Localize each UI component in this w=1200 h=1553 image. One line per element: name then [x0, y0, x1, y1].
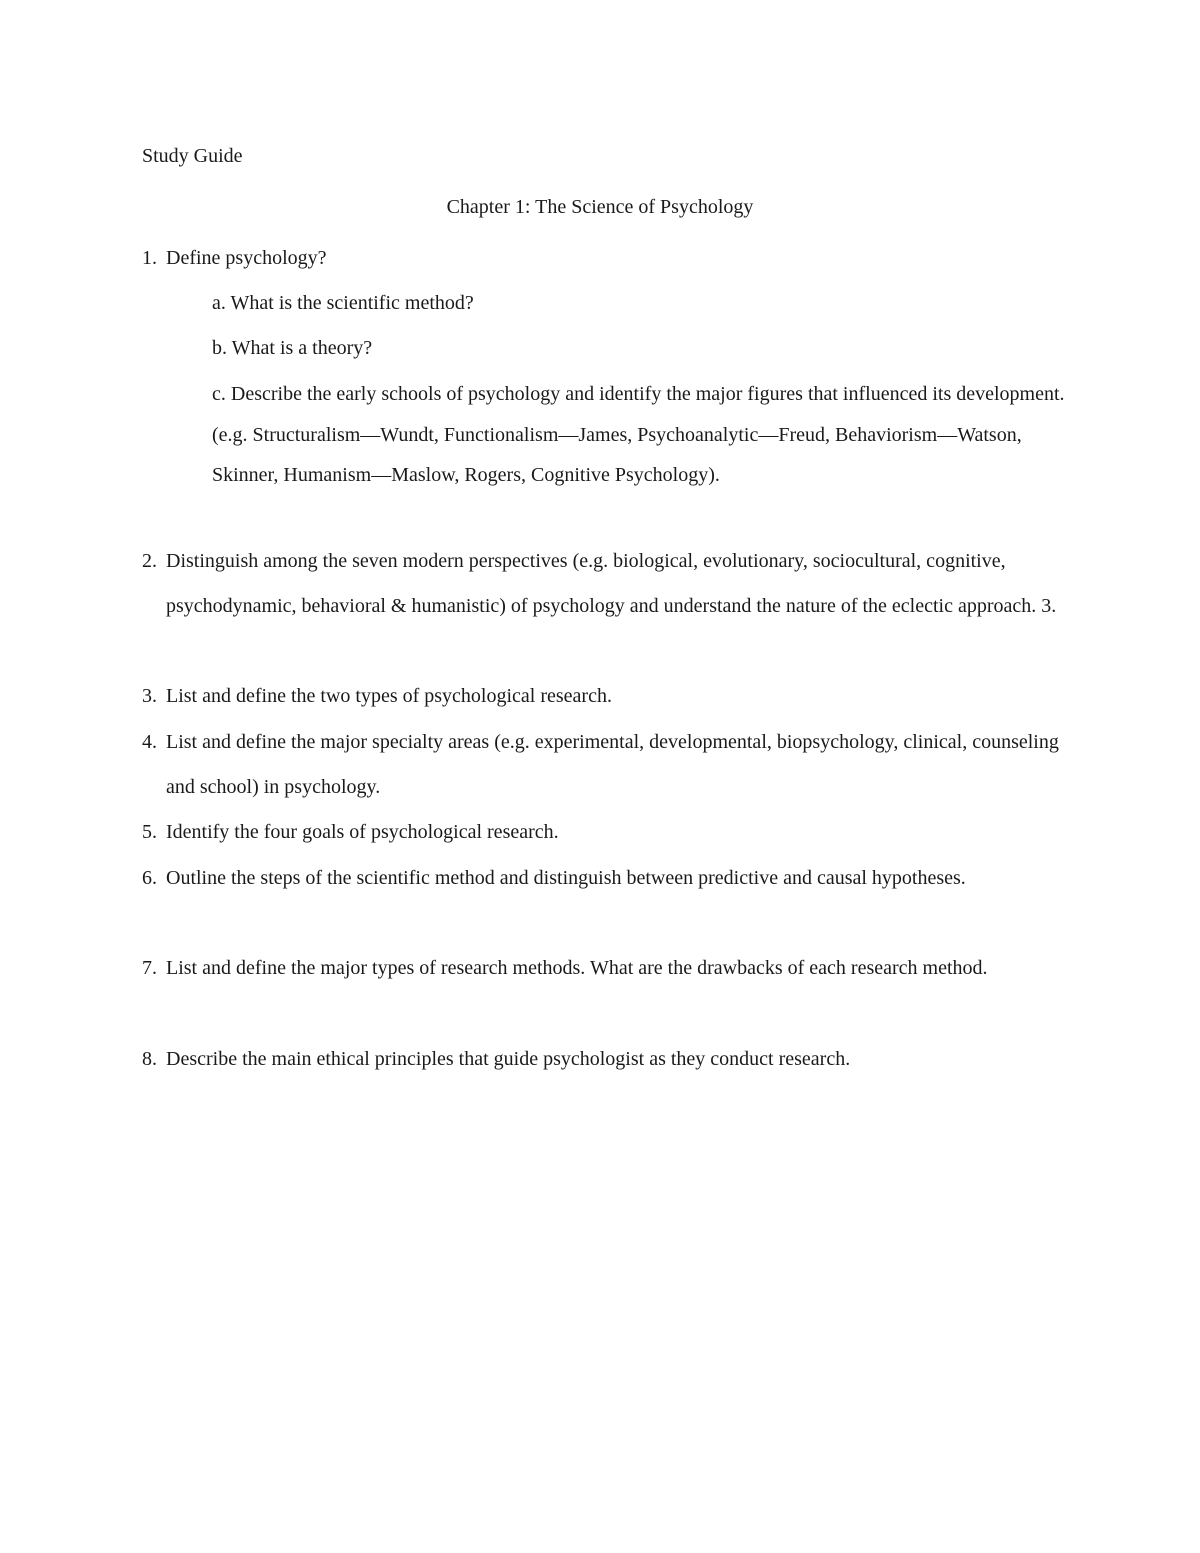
document-label: Study Guide [142, 145, 243, 167]
question-text: Outline the steps of the scientific method and distinguish between predictive and causal hypotheses. [166, 867, 966, 889]
subquestion-a: a. What is the scientific method? [212, 292, 474, 314]
subquestion-c: c. Describe the early schools of psychology and identify the major figures that influenced its development. (e.g. Structuralism—Wundt, Functionalism—James, Psychoanalytic—Freud, Behaviorism—Watson, Skinner, Humanism—Maslow, Rogers, Cognitive Psychology). [212, 383, 1065, 486]
question-number: 6. [142, 867, 157, 889]
question-number: 5. [142, 821, 157, 843]
question-number: 3. [142, 685, 157, 707]
question-text: List and define the two types of psychological research. [166, 685, 612, 707]
question-text: List and define the major specialty areas (e.g. experimental, developmental, biopsychology, clinical, counseling and school) in psychology. [166, 731, 1059, 798]
question-text: Distinguish among the seven modern perspectives (e.g. biological, evolutionary, sociocultural, cognitive, psychodynamic, behavioral & humanistic) of psychology and understand the nature of the eclectic approach. 3. [166, 550, 1057, 617]
question-4 [142, 720, 1072, 798]
question-2 [142, 539, 1072, 617]
question-7 [142, 946, 1072, 991]
question-text: List and define the major types of research methods. What are the drawbacks of each research method. [166, 957, 988, 979]
question-number: 7. [142, 957, 157, 979]
question-number: 1. [142, 247, 157, 269]
question-number: 2. [142, 550, 157, 572]
question-number: 4. [142, 731, 157, 753]
question-number: 8. [142, 1048, 157, 1070]
subquestion-b: b. What is a theory? [212, 337, 373, 359]
question-6 [142, 856, 1072, 901]
question-5 [142, 810, 1072, 855]
question-8 [142, 1037, 1072, 1082]
question-3 [142, 674, 1072, 719]
question-1 [142, 236, 1072, 281]
question-text: Describe the main ethical principles that guide psychologist as they conduct research. [166, 1048, 851, 1070]
chapter-title: Chapter 1: The Science of Psychology [446, 196, 754, 218]
question-text: Define psychology? [166, 247, 327, 269]
question-text: Identify the four goals of psychological research. [166, 821, 559, 843]
